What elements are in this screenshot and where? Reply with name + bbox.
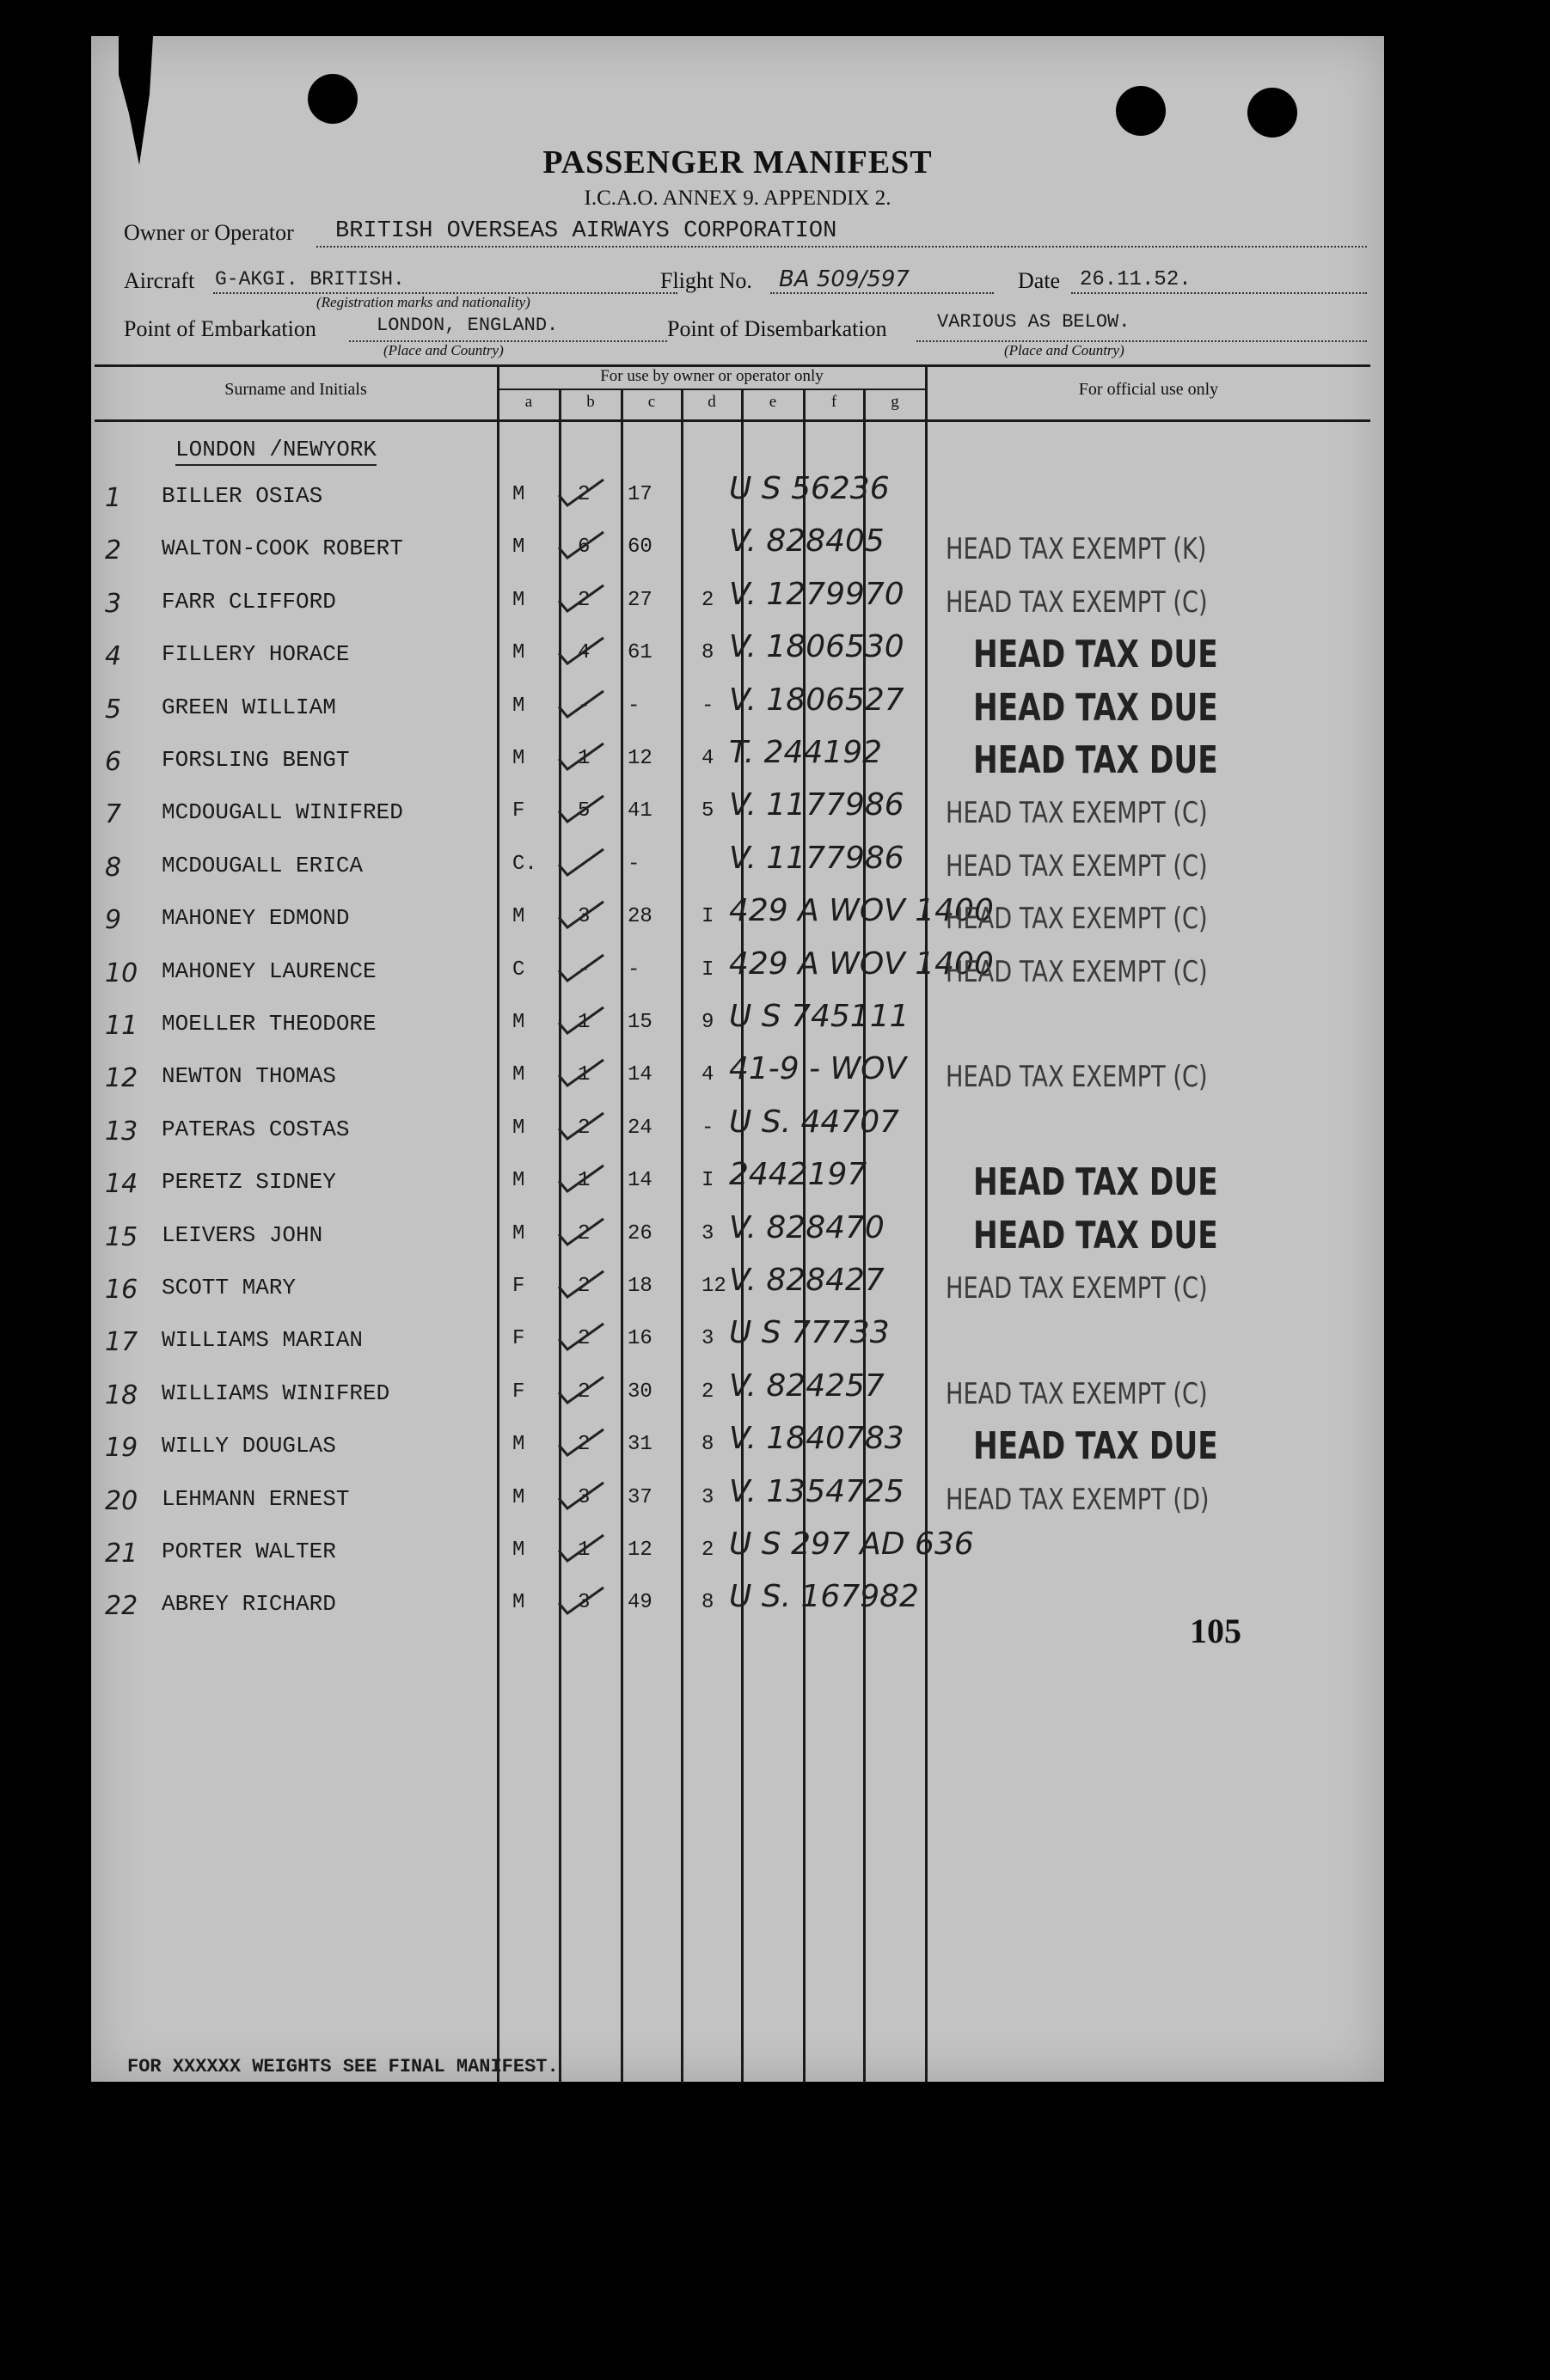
head-tax-exempt-stamp: HEAD TAX EXEMPT (D) [946, 1483, 1210, 1517]
head-tax-exempt-stamp: HEAD TAX EXEMPT (C) [946, 1377, 1208, 1411]
footer-note: FOR XXXXXX WEIGHTS SEE FINAL MANIFEST. [127, 2056, 559, 2077]
age-cell: 41 [628, 799, 652, 823]
check-mark-icon [555, 1584, 607, 1618]
disembark-value: VARIOUS AS BELOW. [937, 311, 1130, 333]
cell-d: I [701, 1169, 714, 1192]
cell-b: 1 [578, 1169, 591, 1192]
document-number: V. 1177986 [729, 787, 904, 823]
age-cell: 28 [628, 905, 652, 928]
sex-cell: M [512, 1486, 525, 1509]
cell-d: 5 [701, 799, 714, 823]
passenger-name: PORTER WALTER [162, 1539, 336, 1564]
route-label: LONDON /NEWYORK [175, 437, 377, 466]
passenger-name: SCOTT MARY [162, 1275, 297, 1300]
age-cell: 14 [628, 1169, 652, 1192]
check-mark-icon [555, 476, 607, 511]
column-b-divider [621, 389, 623, 2082]
flight-value: BA 509/597 [779, 266, 910, 292]
row-number: 19 [105, 1433, 138, 1463]
sex-cell: F [512, 1275, 525, 1298]
row-number: 3 [105, 589, 122, 619]
age-cell: 49 [628, 1591, 652, 1614]
head-tax-exempt-stamp: HEAD TAX EXEMPT (C) [946, 849, 1208, 884]
owner-label: Owner or Operator [124, 220, 294, 245]
sex-cell: M [512, 747, 525, 770]
name-column-header: Surname and Initials [224, 380, 367, 399]
age-cell: 60 [628, 535, 652, 559]
owner-use-header: For use by owner or operator only [600, 367, 824, 385]
aircraft-value: G-AKGI. BRITISH. [215, 268, 405, 291]
aircraft-label: Aircraft [124, 268, 195, 293]
subcolumn-label-b: b [586, 393, 595, 411]
head-tax-due-stamp: HEAD TAX DUE [973, 1214, 1218, 1257]
check-mark-icon [555, 1426, 607, 1460]
subcolumn-label-e: e [769, 393, 777, 411]
row-number: 13 [105, 1117, 138, 1147]
owner-dotted-line [316, 246, 1367, 248]
cell-b: 5 [578, 799, 591, 823]
cell-b: 2 [578, 1327, 591, 1350]
sex-cell: M [512, 1117, 525, 1140]
cell-d: I [701, 905, 714, 928]
passenger-name: LEIVERS JOHN [162, 1222, 323, 1248]
document-number: V. 824257 [729, 1368, 885, 1404]
document-number: V. 1279970 [729, 577, 904, 612]
head-tax-exempt-stamp: HEAD TAX EXEMPT (C) [946, 902, 1208, 936]
age-cell: 61 [628, 641, 652, 664]
passenger-name: PATERAS COSTAS [162, 1117, 350, 1142]
document-number: V. 828470 [729, 1210, 885, 1245]
cell-d: 12 [701, 1275, 726, 1298]
document-number: 429 A WOV 1400 [729, 946, 994, 982]
age-cell: 18 [628, 1275, 652, 1298]
passenger-name: MAHONEY LAURENCE [162, 958, 377, 984]
row-number: 17 [105, 1327, 138, 1357]
document-number: V. 828405 [729, 523, 885, 559]
row-number: 5 [105, 694, 122, 725]
subcolumn-label-c: c [647, 393, 656, 411]
cell-b: - [578, 958, 591, 982]
age-cell: 12 [628, 1539, 652, 1562]
sex-cell: M [512, 1539, 525, 1562]
check-mark-icon [555, 1162, 607, 1196]
check-mark-icon [555, 1215, 607, 1250]
passenger-name: MOELLER THEODORE [162, 1011, 377, 1037]
sex-cell: M [512, 641, 525, 664]
document-number: V. 828427 [729, 1263, 885, 1298]
passenger-name: FILLERY HORACE [162, 641, 350, 667]
head-tax-exempt-stamp: HEAD TAX EXEMPT (C) [946, 585, 1208, 620]
manifest-sheet [91, 36, 1384, 2082]
sex-cell: F [512, 1327, 525, 1350]
age-cell: - [628, 694, 640, 718]
row-number: 18 [105, 1380, 138, 1410]
sex-cell: M [512, 589, 525, 612]
check-mark-icon [555, 688, 607, 722]
check-mark-icon [555, 951, 607, 986]
age-cell: 30 [628, 1380, 652, 1404]
disembark-note: (Place and Country) [1004, 342, 1124, 358]
passenger-name: WILLIAMS MARIAN [162, 1327, 364, 1353]
head-tax-due-stamp: HEAD TAX DUE [973, 738, 1218, 782]
passenger-name: NEWTON THOMAS [162, 1063, 336, 1089]
age-cell: 37 [628, 1486, 652, 1509]
sex-cell: M [512, 1169, 525, 1192]
head-tax-exempt-stamp: HEAD TAX EXEMPT (C) [946, 1060, 1208, 1094]
passenger-name: FARR CLIFFORD [162, 589, 336, 615]
cell-b: 2 [578, 1117, 591, 1140]
disembark-label: Point of Disembarkation [667, 316, 887, 341]
document-number: V. 1840783 [729, 1421, 904, 1456]
sex-cell: M [512, 694, 525, 718]
sex-cell: C [512, 958, 525, 982]
age-cell: 12 [628, 747, 652, 770]
cell-d: 8 [701, 1591, 714, 1614]
document-number: 429 A WOV 1400 [729, 893, 994, 928]
row-number: 7 [105, 799, 122, 829]
cell-b: 4 [578, 641, 591, 664]
age-cell: 17 [628, 483, 652, 506]
document-number: U S 297 AD 636 [729, 1527, 974, 1562]
head-tax-exempt-stamp: HEAD TAX EXEMPT (C) [946, 1271, 1208, 1306]
check-mark-icon [555, 898, 607, 933]
row-number: 16 [105, 1275, 138, 1305]
sex-cell: F [512, 1380, 525, 1404]
passenger-name: MCDOUGALL ERICA [162, 853, 364, 878]
row-number: 20 [105, 1486, 138, 1516]
document-number: U S 77733 [729, 1315, 890, 1350]
row-number: 21 [105, 1539, 138, 1569]
flight-label: Flight No. [660, 268, 752, 293]
disembark-dotted-line [916, 340, 1367, 342]
age-cell: - [628, 958, 640, 982]
check-mark-icon [555, 1056, 607, 1091]
row-number: 14 [105, 1169, 138, 1199]
cell-d: I [701, 958, 714, 982]
cell-d: - [701, 694, 714, 718]
passenger-name: LEHMANN ERNEST [162, 1486, 350, 1512]
cell-d: 8 [701, 1433, 714, 1456]
column-c-divider [681, 389, 683, 2082]
row-number: 12 [105, 1063, 138, 1093]
check-mark-icon [555, 792, 607, 827]
passenger-name: WILLY DOUGLAS [162, 1433, 336, 1459]
embark-label: Point of Embarkation [124, 316, 316, 341]
age-cell: 26 [628, 1222, 652, 1245]
passenger-name: GREEN WILLIAM [162, 694, 336, 720]
cell-b: 3 [578, 1486, 591, 1509]
cell-b: 6 [578, 535, 591, 559]
check-mark-icon [555, 846, 607, 880]
subcolumn-label-g: g [891, 393, 899, 411]
manifest-title: PASSENGER MANIFEST [542, 144, 933, 180]
head-tax-due-stamp: HEAD TAX DUE [973, 1160, 1218, 1204]
age-cell: 24 [628, 1117, 652, 1140]
head-tax-exempt-stamp: HEAD TAX EXEMPT (C) [946, 955, 1208, 989]
document-number: V. 1806530 [729, 629, 904, 664]
age-cell: 15 [628, 1011, 652, 1034]
cell-d: 2 [701, 1380, 714, 1404]
passenger-name: MCDOUGALL WINIFRED [162, 799, 403, 825]
document-number: V. 1177986 [729, 841, 904, 876]
document-number: U S. 44707 [729, 1104, 900, 1140]
check-mark-icon [555, 582, 607, 616]
sex-cell: F [512, 799, 525, 823]
row-number: 9 [105, 905, 122, 935]
cell-d: 3 [701, 1327, 714, 1350]
check-mark-icon [555, 1320, 607, 1355]
head-tax-due-stamp: HEAD TAX DUE [973, 1424, 1218, 1468]
aircraft-note: (Registration marks and nationality) [316, 294, 530, 310]
row-number: 8 [105, 853, 122, 883]
check-mark-icon [555, 1479, 607, 1514]
sex-cell: M [512, 1011, 525, 1034]
name-column-divider [497, 364, 499, 2082]
cell-d: 3 [701, 1222, 714, 1245]
cell-d: 2 [701, 1539, 714, 1562]
document-number: T. 244192 [729, 735, 883, 770]
page-number: 105 [1190, 1612, 1241, 1650]
punch-hole [1247, 88, 1297, 138]
sex-cell: M [512, 483, 525, 506]
row-number: 4 [105, 641, 122, 671]
sex-cell: M [512, 1222, 525, 1245]
cell-d: - [701, 1117, 714, 1140]
passenger-name: BILLER OSIAS [162, 483, 323, 509]
sex-cell: M [512, 1591, 525, 1614]
check-mark-icon [555, 740, 607, 774]
passenger-name: WALTON-COOK ROBERT [162, 535, 403, 561]
document-number: V. 1354725 [729, 1474, 904, 1509]
passenger-name: PERETZ SIDNEY [162, 1169, 336, 1195]
document-number: U S 745111 [729, 999, 910, 1034]
cell-b: 1 [578, 1539, 591, 1562]
table-header-rule [95, 419, 1370, 422]
cell-b: 2 [578, 1222, 591, 1245]
sex-cell: M [512, 1433, 525, 1456]
cell-b: - [578, 694, 591, 718]
row-number: 2 [105, 535, 122, 566]
cell-b: 3 [578, 1591, 591, 1614]
head-tax-exempt-stamp: HEAD TAX EXEMPT (C) [946, 796, 1208, 830]
sex-cell: M [512, 535, 525, 559]
document-number: V. 1806527 [729, 682, 904, 718]
punch-hole [1116, 86, 1166, 136]
subcolumn-label-f: f [830, 393, 837, 411]
cell-b: 2 [578, 1433, 591, 1456]
document-number: 2442197 [729, 1157, 867, 1192]
check-mark-icon [555, 1268, 607, 1302]
subcolumn-label-d: d [708, 393, 716, 411]
cell-b: 2 [578, 483, 591, 506]
date-dotted-line [1071, 292, 1367, 294]
row-number: 10 [105, 958, 138, 988]
check-mark-icon [555, 1532, 607, 1566]
head-tax-exempt-stamp: HEAD TAX EXEMPT (K) [946, 532, 1207, 566]
age-cell: 16 [628, 1327, 652, 1350]
official-use-header: For official use only [1078, 380, 1219, 399]
cell-d: 8 [701, 641, 714, 664]
date-value: 26.11.52. [1080, 268, 1192, 291]
check-mark-icon [555, 634, 607, 669]
document-number: 41-9 - WOV [729, 1051, 907, 1086]
check-mark-icon [555, 1004, 607, 1038]
cell-b: 1 [578, 747, 591, 770]
row-number: 15 [105, 1222, 138, 1252]
cell-d: 4 [701, 1063, 714, 1086]
flight-dotted-line [770, 292, 994, 294]
check-mark-icon [555, 529, 607, 563]
cell-b: 2 [578, 1380, 591, 1404]
cell-b: 3 [578, 905, 591, 928]
official-column-divider [925, 364, 928, 2082]
sex-cell: M [512, 1063, 525, 1086]
punch-hole [308, 74, 358, 124]
document-number: U S 56236 [729, 471, 890, 506]
age-cell: 14 [628, 1063, 652, 1086]
document-number: U S. 167982 [729, 1579, 919, 1614]
cell-b: 2 [578, 589, 591, 612]
sex-cell: C. [512, 853, 537, 876]
passenger-name: ABREY RICHARD [162, 1591, 336, 1617]
cell-b: 2 [578, 1275, 591, 1298]
check-mark-icon [555, 1374, 607, 1408]
row-number: 22 [105, 1591, 138, 1621]
head-tax-due-stamp: HEAD TAX DUE [973, 686, 1218, 730]
embark-value: LONDON, ENGLAND. [377, 315, 559, 336]
age-cell: 27 [628, 589, 652, 612]
date-label: Date [1018, 268, 1061, 293]
row-number: 11 [105, 1011, 138, 1041]
passenger-name: MAHONEY EDMOND [162, 905, 350, 931]
cell-d: 3 [701, 1486, 714, 1509]
row-number: 6 [105, 747, 122, 777]
subcolumn-label-a: a [524, 393, 533, 411]
cell-b: 1 [578, 1011, 591, 1034]
check-mark-icon [555, 1110, 607, 1144]
head-tax-due-stamp: HEAD TAX DUE [973, 633, 1218, 676]
passenger-name: FORSLING BENGT [162, 747, 350, 773]
cell-d: 4 [701, 747, 714, 770]
age-cell: - [628, 853, 640, 876]
row-number: 1 [105, 483, 122, 513]
owner-value: BRITISH OVERSEAS AIRWAYS CORPORATION [335, 218, 837, 244]
age-cell: 31 [628, 1433, 652, 1456]
cell-b: 1 [578, 1063, 591, 1086]
manifest-subtitle: I.C.A.O. ANNEX 9. APPENDIX 2. [584, 187, 891, 210]
sex-cell: M [512, 905, 525, 928]
cell-d: 9 [701, 1011, 714, 1034]
cell-d: 2 [701, 589, 714, 612]
passenger-name: WILLIAMS WINIFRED [162, 1380, 390, 1406]
embark-note: (Place and Country) [383, 342, 504, 358]
